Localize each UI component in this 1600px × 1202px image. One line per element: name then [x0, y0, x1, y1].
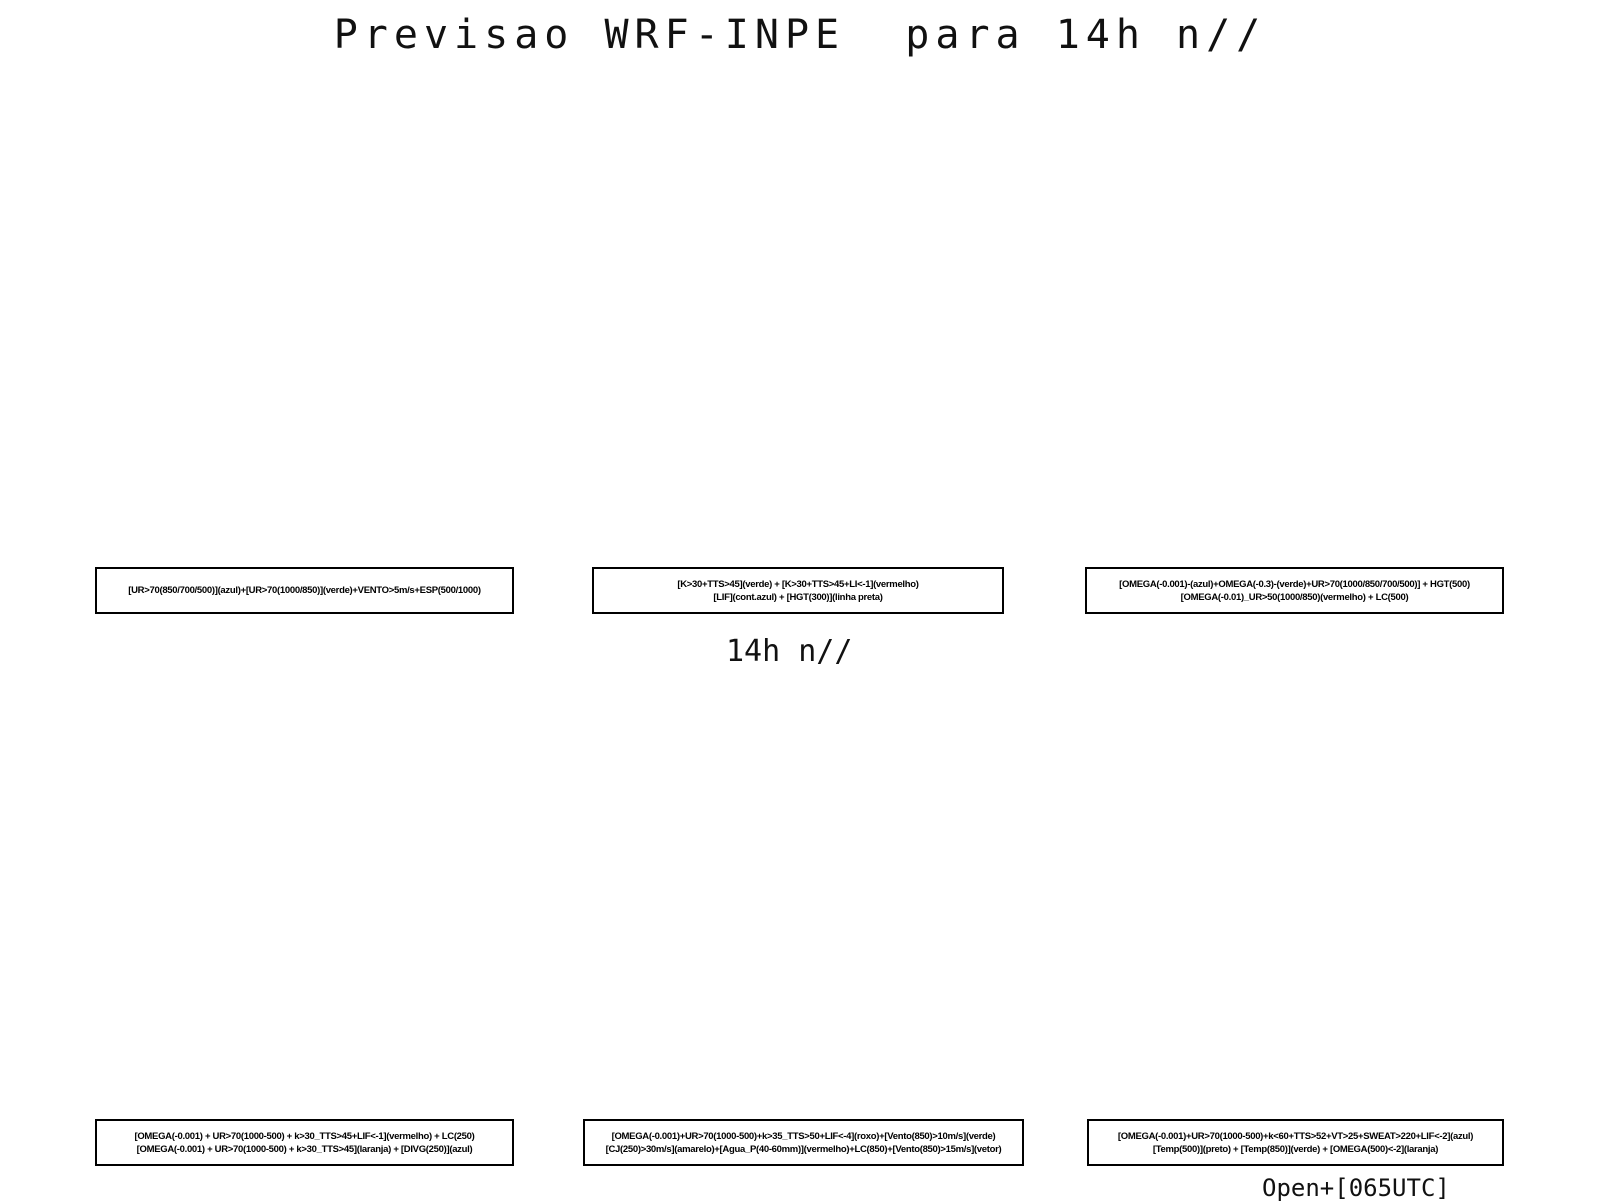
- legend-box-top-middle: [592, 567, 1004, 614]
- legend-box-bottom-middle-line-2: [CJ(250)>30m/s](amarelo)+[Agua_P(40-60mm)](vermelho)+LC(850)+[Vento(850)>15m/s](vetor): [605, 1143, 1002, 1155]
- legend-box-top-right-line-1: [OMEGA(-0.001)-(azul)+OMEGA(-0.3)-(verde)+UR>70(1000/850/700/500)] + HGT(500): [1119, 578, 1470, 590]
- page-title: Previsao WRF-INPE para 14h n//: [333, 12, 1267, 58]
- legend-box-top-middle-line-2: [LIF](cont.azul) + [HGT(300)](linha preta): [713, 591, 883, 603]
- legend-box-bottom-left-line-1: [OMEGA(-0.001) + UR>70(1000-500) + k>30_TTS>45+LIF<-1](vermelho) + LC(250): [134, 1130, 475, 1142]
- legend-box-bottom-right-line-1: [OMEGA(-0.001)+UR>70(1000-500)+k<60+TTS>52+VT>25+SWEAT>220+LIF<-2](azul): [1117, 1130, 1474, 1142]
- open-utc-label: Open+[065UTC]: [1262, 1174, 1450, 1202]
- forecast-hour-label: 14h n//: [726, 634, 853, 669]
- legend-box-bottom-right: [1087, 1119, 1504, 1166]
- legend-box-bottom-left: [95, 1119, 514, 1166]
- legend-box-top-right-line-2: [OMEGA(-0.01)_UR>50(1000/850)(vermelho) + LC(500): [1180, 591, 1409, 603]
- legend-box-bottom-left-line-2: [OMEGA(-0.001) + UR>70(1000-500) + k>30_TTS>45](laranja) + [DIVG(250)](azul): [136, 1143, 473, 1155]
- legend-box-top-left: [95, 567, 514, 614]
- legend-box-top-right: [1085, 567, 1504, 614]
- legend-box-top-left-line-1: [UR>70(850/700/500)](azul)+[UR>70(1000/850)](verde)+VENTO>5m/s+ESP(500/1000): [128, 585, 481, 596]
- legend-box-bottom-middle: [583, 1119, 1024, 1166]
- legend-box-top-middle-line-1: [K>30+TTS>45](verde) + [K>30+TTS>45+LI<-1](vermelho): [677, 578, 919, 590]
- legend-box-bottom-middle-line-1: [OMEGA(-0.001)+UR>70(1000-500)+k>35_TTS>50+LIF<-4](roxo)+[Vento(850)>10m/s](verde): [611, 1130, 996, 1142]
- legend-box-bottom-right-line-2: [Temp(500)](preto) + [Temp(850)](verde) + [OMEGA(500)<-2](laranja): [1152, 1143, 1439, 1155]
